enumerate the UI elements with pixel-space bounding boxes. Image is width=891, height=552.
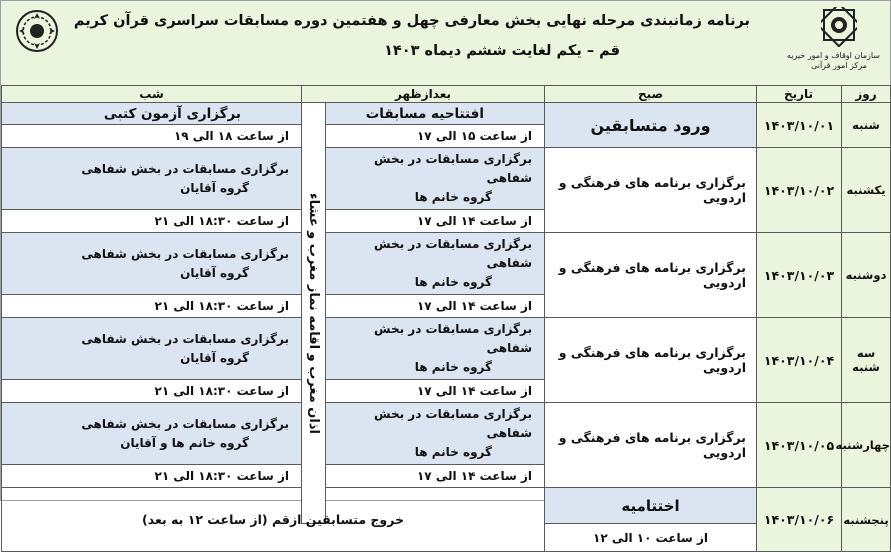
col-header-date: تاریخ [757,86,842,103]
col-header-day: روز [842,86,891,103]
afternoon-line-2: گروه خانم ها [414,445,493,459]
document-header [1,1,890,85]
page-title: برنامه زمانبندی مرحله نهایی بخش معارفی چهل و هفتمین دوره مسابقات سراسری قرآن کریم [73,13,750,29]
night-time: از ساعت ۱۸:۳۰ الی ۲۱ [2,210,302,233]
night-line-1: برگزاری مسابقات در بخش شفاهی [81,246,289,261]
morning-cell: برگزاری برنامه های فرهنگی و اردویی [545,148,757,233]
date-cell: ۱۴۰۳/۱۰/۰۶ [757,488,842,552]
col-header-morning: صبح [545,86,757,103]
night-session [2,148,302,210]
night-session [2,318,302,380]
date-cell: ۱۴۰۳/۱۰/۰۴ [757,318,842,403]
table-row [2,403,891,465]
col-header-afternoon: بعدازظهر [302,86,545,103]
maghrib-prayer-text: اذان مغرب و اقامه نماز مغرب و عشاء [306,192,322,434]
awqaf-emblem-icon [821,7,857,47]
night-session [2,233,302,295]
afternoon-time: از ساعت ۱۴ الی ۱۷ [326,465,545,488]
table-row [2,103,891,125]
afternoon-session [326,318,545,380]
date-cell: ۱۴۰۳/۱۰/۰۳ [757,233,842,318]
morning-cell: برگزاری برنامه های فرهنگی و اردویی [545,233,757,318]
org-logo-subcaption: مرکز امور قرآنی [811,61,867,70]
afternoon-session [326,148,545,210]
schedule-table [1,85,891,552]
closing-ceremony-title: اختتامیه [545,488,757,524]
afternoon-session [326,233,545,295]
table-row [2,148,891,210]
morning-cell: ورود متسابقین [545,103,757,148]
afternoon-line-1: برگزاری مسابقات در بخش شفاهی [374,322,533,355]
night-line-1: برگزاری مسابقات در بخش شفاهی [81,331,289,346]
morning-cell: برگزاری برنامه های فرهنگی و اردویی [545,318,757,403]
night-line-2: گروه خانم ها و آقایان [120,435,249,450]
day-cell: سه شنبه [842,318,891,403]
table-row [2,488,891,524]
afternoon-time: از ساعت ۱۵ الی ۱۷ [326,125,545,148]
afternoon-line-1: برگزاری مسابقات در بخش شفاهی [374,237,533,270]
day-cell: دوشنبه [842,233,891,318]
afternoon-session [326,403,545,465]
maghrib-prayer-note [302,103,326,524]
afternoon-line-1: برگزاری مسابقات در بخش شفاهی [374,407,533,440]
quran-competition-logo-icon [15,9,59,53]
day-cell: چهارشنبه [842,403,891,488]
day-cell: پنجشنبه [842,488,891,552]
date-cell: ۱۴۰۳/۱۰/۰۱ [757,103,842,148]
night-time: از ساعت ۱۸:۳۰ الی ۲۱ [2,465,302,488]
afternoon-line-2: گروه خانم ها [414,190,493,204]
afternoon-time: از ساعت ۱۴ الی ۱۷ [326,380,545,403]
night-title: برگزاری آزمون کتبی [2,103,302,125]
date-cell: ۱۴۰۳/۱۰/۰۲ [757,148,842,233]
afternoon-line-2: گروه خانم ها [414,275,493,289]
night-line-2: گروه آقایان [180,265,249,280]
table-row [2,318,891,380]
night-line-1: برگزاری مسابقات در بخش شفاهی [81,416,289,431]
afternoon-line-2: گروه خانم ها [414,360,493,374]
afternoon-time: از ساعت ۱۴ الی ۱۷ [326,295,545,318]
page-subtitle: قم – یکم لغایت ششم دیماه ۱۴۰۳ [384,43,620,59]
night-line-2: گروه آقایان [180,350,249,365]
afternoon-time: از ساعت ۱۴ الی ۱۷ [326,210,545,233]
col-header-night: شب [2,86,302,103]
table-row [2,233,891,295]
night-session [2,403,302,465]
night-time: از ساعت ۱۸:۳۰ الی ۲۱ [2,380,302,403]
night-line-1: برگزاری مسابقات در بخش شفاهی [81,161,289,176]
morning-cell: برگزاری برنامه های فرهنگی و اردویی [545,403,757,488]
table-header-row [2,86,891,103]
night-line-2: گروه آقایان [180,180,249,195]
departure-note: خروج متسابقین ازقم (از ساعت ۱۲ به بعد) [2,488,545,552]
night-time: از ساعت ۱۸:۳۰ الی ۲۱ [2,295,302,318]
night-time: از ساعت ۱۸ الی ۱۹ [2,125,302,148]
awqaf-organization-logo [786,7,880,81]
day-cell: شنبه [842,103,891,148]
closing-ceremony-time: از ساعت ۱۰ الی ۱۲ [545,524,757,552]
date-cell: ۱۴۰۳/۱۰/۰۵ [757,403,842,488]
day-cell: یکشنبه [842,148,891,233]
org-logo-caption: سازمان اوقاف و امور خیریه [786,51,880,60]
afternoon-line-1: برگزاری مسابقات در بخش شفاهی [374,152,533,185]
afternoon-title: افتتاحیه مسابقات [326,103,545,125]
